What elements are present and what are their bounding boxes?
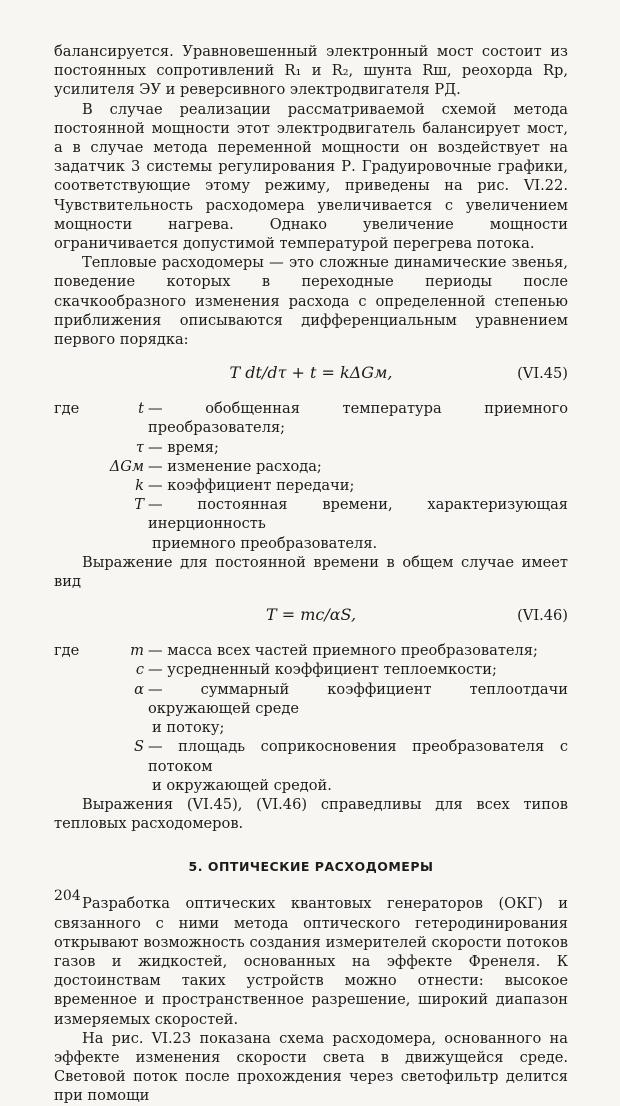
- paragraph-1: балансируется. Уравновешенный электронный мост состоит из постоянных сопротивлений R₁ и R₂, шунта Rш, реохорда Rр, усилителя ЭУ и реверсивного электродвигателя РД.: [54, 43, 568, 99]
- definition-symbol: m: [130, 642, 144, 660]
- definition-text: — коэффициент передачи;: [148, 477, 355, 495]
- paragraph-6: Разработка оптических квантовых генераторов (ОКГ) и связанного с ними метода оптического гетеродинирования открывают возможность создания измерителей скорости потоков газов и жидкостей, основанных на эффекте Френеля. К достоинствам таких устройств можно отнести: высокое временное и пространственное разрешение, широкий диапазон измеряемых скоростей.: [54, 895, 568, 1028]
- definition-lead: где: [54, 642, 80, 660]
- paragraph-2: В случае реализации рассматриваемой схемой метода постоянной мощности этот электродвигатель балансирует мост, а в случае метода переменной мощности он воздействует на задатчик 3 системы регулирования Р. Градуировочные графики, соответствующие этому режиму, приведены на рис. VI.22. Чувствительность расходомера увеличивается с увеличением мощности нагрева. Однако увеличение мощности ограничивается допустимой температурой перегрева потока.: [54, 100, 568, 253]
- definitions-list-2: [54, 641, 568, 795]
- definition-text: — масса всех частей приемного преобразователя;: [148, 642, 538, 660]
- equation-formula: T dt/dτ + t = kΔGм,: [229, 363, 393, 383]
- definition-symbol: ΔGм: [109, 457, 144, 475]
- definition-symbol: α: [134, 680, 144, 698]
- equation-formula: T = mc/αS,: [265, 605, 357, 625]
- definition-text: — площадь соприкосновения преобразователя с потоком: [148, 738, 568, 775]
- definition-lead: где: [54, 400, 80, 418]
- definition-continuation: и окружающей средой.: [152, 776, 332, 794]
- definition-text: — суммарный коэффициент теплоотдачи окружающей среде: [148, 680, 568, 717]
- equation-number: (VI.45): [517, 365, 568, 383]
- paragraph-7: На рис. VI.23 показана схема расходомера, основанного на эффекте изменения скорости света в движущейся среде. Световой поток после прохождения через светофильтр делится при помощи: [54, 1029, 568, 1105]
- definition-row: [54, 438, 568, 457]
- definition-text: — постоянная времени, характеризующая инерционность: [148, 496, 568, 533]
- definition-symbol: t: [138, 400, 144, 418]
- equation-vi-46: [54, 597, 568, 637]
- definition-text: — усредненный коэффициент теплоемкости;: [148, 661, 497, 679]
- definition-symbol: T: [134, 496, 144, 514]
- definition-continuation: приемного преобразователя.: [152, 534, 378, 552]
- definition-row: [54, 495, 568, 533]
- equation-number: (VI.46): [517, 607, 568, 625]
- definition-row: [54, 641, 568, 660]
- paragraph-3: Тепловые расходомеры — это сложные динамические звенья, поведение которых в переходные периоды после скачкообразного изменения расхода с определенной степенью приближения описываются дифференциальным уравнением первого порядка:: [54, 254, 568, 349]
- section-heading: 5. ОПТИЧЕСКИЕ РАСХОДОМЕРЫ: [188, 859, 434, 875]
- definition-row: [54, 457, 568, 476]
- definition-text: — время;: [148, 438, 219, 456]
- equation-vi-45: [54, 355, 568, 395]
- paragraph-4: Выражение для постоянной времени в общем случае имеет вид: [54, 553, 568, 591]
- definition-row: [54, 737, 568, 775]
- definitions-list-1: [54, 399, 568, 553]
- definition-row: [54, 660, 568, 679]
- definition-symbol: c: [135, 661, 144, 679]
- paragraph-5: Выражения (VI.45), (VI.46) справедливы для всех типов тепловых расходомеров.: [54, 795, 568, 833]
- definition-row: [54, 476, 568, 495]
- definition-text: — обобщенная температура приемного преобразователя;: [148, 400, 568, 437]
- definition-symbol: τ: [135, 438, 144, 456]
- definition-row: [54, 399, 568, 437]
- definition-text: — изменение расхода;: [148, 457, 322, 475]
- definition-symbol: k: [135, 477, 144, 495]
- definition-symbol: S: [134, 738, 144, 756]
- definition-row: [54, 680, 568, 718]
- page-number: 204: [54, 888, 81, 904]
- definition-continuation: и потоку;: [152, 719, 225, 737]
